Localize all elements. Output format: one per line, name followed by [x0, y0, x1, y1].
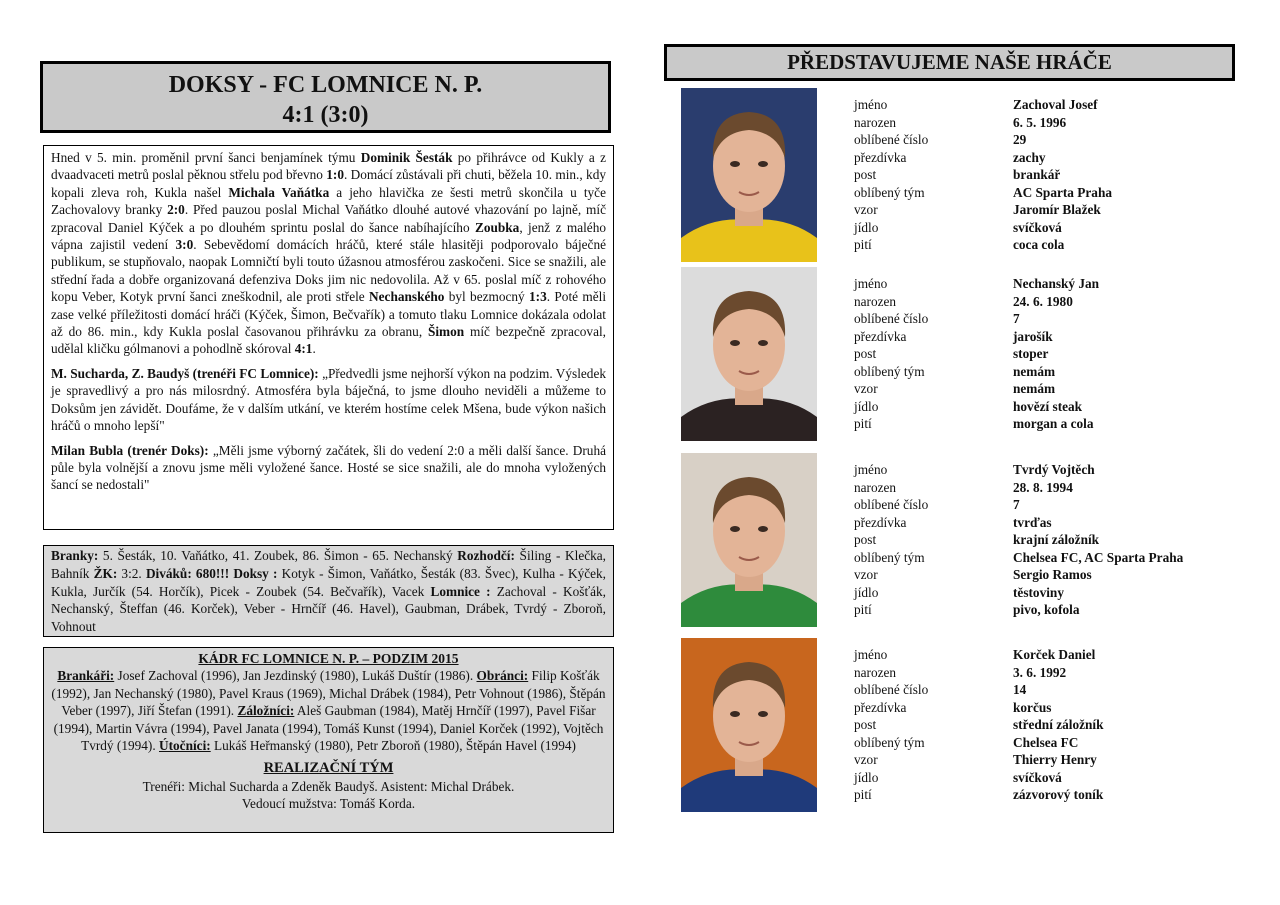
field-value: jarošík — [1013, 328, 1053, 344]
field-value: nemám — [1013, 381, 1056, 396]
field-label: vzor — [854, 567, 878, 582]
field-value: Chelsea FC — [1013, 734, 1079, 750]
field-value: Zachoval Josef — [1013, 97, 1098, 112]
field-label: post — [854, 167, 877, 182]
player-photo — [681, 88, 817, 262]
field-label: přezdívka — [854, 149, 907, 165]
field-value: morgan a cola — [1013, 416, 1094, 431]
player-photo — [681, 638, 817, 812]
field-value: 7 — [1013, 497, 1020, 512]
field-label: pití — [854, 602, 872, 617]
field-label: oblíbené číslo — [854, 497, 929, 512]
coaches: Trenéři: Michal Sucharda a Zdeněk Baudyš. Asistent: Michal Drábek. — [142, 778, 515, 794]
field-label: jméno — [854, 462, 888, 477]
field-value: svíčková — [1013, 769, 1062, 785]
coach-quote-doksy: Milan Bubla (trenér Doks): „Měli jsme výborný začátek, šli do vedení 2:0 a měli další šance. Druhá půle byla volnější a znovu jsme měli vyložené šance. Hosté se sice snažili, ale do mnoha vyložených šancí se nedostali" — [51, 442, 606, 493]
team-manager: Vedoucí mužstva: Tomáš Korda. — [241, 796, 416, 812]
field-label: jídlo — [854, 398, 879, 414]
field-value: 6. 5. 1996 — [1013, 114, 1067, 130]
player-photo — [681, 267, 817, 441]
field-value: Chelsea FC, AC Sparta Praha — [1013, 549, 1184, 565]
field-value: tvrďas — [1013, 514, 1052, 530]
player-photo — [681, 453, 817, 627]
player-card — [681, 88, 1241, 264]
squad-list: Brankáři: Josef Zachoval (1996), Jan Jezdinský (1980), Lukáš Duštír (1986). Obránci: Filip Košťák (1992), Jan Nechanský (1980), Pavel Kraus (1969), Michal Drábek (1984), Petr Vohnout (1986), Štěpán Veber (1997), Jiří Štefan (1991). Záložníci: Aleš Gaubman (1984), Matěj Hrnčíř (1997), Pavel Fišar (1994), Martin Vávra (1994), Pavel Janata (1994), Tomáš Kunst (1994), Daniel Korček (1992), Vojtěch Tvrdý (1994). Útočníci: Lukáš Heřmanský (1980), Petr Zboroň (1980), Štěpán Havel (1994) — [51, 668, 606, 754]
field-value: zázvorový toník — [1013, 787, 1104, 802]
field-value: Tvrdý Vojtěch — [1013, 462, 1095, 477]
field-value: Korček Daniel — [1013, 647, 1096, 662]
field-values — [1013, 275, 1099, 433]
field-label: přezdívka — [854, 699, 907, 715]
field-value: 14 — [1013, 682, 1027, 697]
field-value: coca cola — [1013, 237, 1065, 252]
field-value: zachy — [1013, 149, 1046, 165]
match-report — [43, 145, 614, 530]
field-value: 29 — [1013, 132, 1027, 147]
field-value: hovězí steak — [1013, 398, 1083, 414]
field-label: narozen — [854, 664, 897, 680]
squad-title: KÁDR FC LOMNICE N. P. – PODZIM 2015 — [198, 651, 459, 666]
field-values — [1013, 461, 1183, 619]
match-score: 4:1 (3:0) — [282, 102, 369, 128]
field-value: Jaromír Blažek — [1013, 202, 1101, 217]
squad-box — [43, 647, 614, 833]
field-label: post — [854, 717, 877, 732]
field-label: jméno — [854, 647, 888, 662]
field-value: nemám — [1013, 363, 1056, 379]
field-label: post — [854, 346, 877, 361]
field-label: oblíbené číslo — [854, 682, 929, 697]
field-label: přezdívka — [854, 328, 907, 344]
report-paragraph: Hned v 5. min. proměnil první šanci benjamínek týmu Dominik Šesták po přihrávce od Kukly a z dvaadvaceti metrů poslal pěknou střelu pod břevno 1:0. Domácí zůstávali při chuti, běžela 10. min., kdy kopali zleva roh, Kukla našel Michala Vaňátka a jeho hlavička ze šesti metrů skončila u tyče Zachovalovy branky 2:0. Před pauzou poslal Michal Vaňátko dlouhé autové vhazování po lajně, míč zpracoval Daniel Kýček a po dlouhém sprintu poslal do šance nabíhajícího Zoubka, jenž z malého vápna zajistil vedení 3:0. Sebevědomí domácích hráčů, které stále hlasitěji podporovalo báječné publikum, se stupňovalo, naopak Lomničtí byli touto úžasnou atmosférou zaskočeni. Sice se snažili, ale střední řada a dobře organizovaná defenziva Doks jim nic nedovolila. Až v 65. poslal míč z rohového kopu Veber, Kotyk první šanci zneškodnil, ale proti střele Nechanského byl bezmocný 1:3. Poté měli zase velké příležitosti domácí hráči (Kýček, Šimon, Bečvařík) a tomuto tlaku Lomnice dokázala odolat až do 86. min., kdy Kukla poslal časovanou přihrávku za obranu, Šimon míč bezpečně zpracoval, udělal kličku gólmanovi a pohodlně skóroval 4:1. — [51, 150, 607, 357]
field-label: narozen — [854, 114, 897, 130]
match-title: DOKSY - FC LOMNICE N. P. — [168, 72, 483, 98]
field-value: těstoviny — [1013, 584, 1064, 600]
field-values — [1013, 646, 1104, 804]
field-label: jídlo — [854, 769, 879, 785]
field-labels — [854, 96, 928, 254]
field-label: vzor — [854, 381, 878, 396]
players-header: PŘEDSTAVUJEME NAŠE HRÁČE — [664, 44, 1235, 81]
field-label: pití — [854, 416, 872, 431]
field-label: jméno — [854, 276, 888, 291]
match-stats: Branky: 5. Šesták, 10. Vaňátko, 41. Zoubek, 86. Šimon - 65. Nechanský Rozhodčí: Šiling - Klečka, Bahník ŽK: 3:2. Diváků: 680!!! Doksy : Kotyk - Šimon, Vaňátko, Šesták (83. Švec), Kulha - Kýček, Kukla, Jurčík (54. Horčík), Picek - Zoubek (54. Bečvařík), Vacek Lomnice : Zachoval - Košťák, Nechanský, Šteffan (46. Korček), Veber - Hrnčíř (46. Havel), Gaubman, Drábek, Tvrdý - Zboroň, Vohnout — [43, 545, 614, 637]
field-value: 28. 8. 1994 — [1013, 479, 1073, 495]
field-value: 24. 6. 1980 — [1013, 293, 1073, 309]
field-value: střední záložník — [1013, 717, 1104, 732]
field-value: pivo, kofola — [1013, 602, 1080, 617]
field-label: vzor — [854, 752, 878, 767]
field-labels — [854, 461, 928, 619]
field-labels — [854, 275, 928, 433]
field-label: oblíbený tým — [854, 184, 925, 200]
field-value: korčus — [1013, 699, 1052, 715]
player-card — [681, 453, 1241, 629]
player-card — [681, 267, 1241, 443]
coach-quote-lomnice: M. Sucharda, Z. Baudyš (trenéři FC Lomnice): „Předvedli jsme nejhorší výkon na podzim. Výsledek je spravedlivý a pro nás milosrdný. Atmosféra byla báječná, to jsme dlouho neviděli a můžeme to Doksům jen závidět. Doufáme, že v dalším utkání, ve kterém hostíme celek Mšena, bude výkon našich hráčů o mnoho lepší" — [51, 365, 606, 434]
field-value: 3. 6. 1992 — [1013, 664, 1067, 680]
field-label: pití — [854, 237, 872, 252]
field-labels — [854, 646, 928, 804]
field-value: Thierry Henry — [1013, 752, 1097, 767]
field-label: pití — [854, 787, 872, 802]
field-label: oblíbené číslo — [854, 132, 929, 147]
match-header — [40, 61, 611, 133]
field-label: přezdívka — [854, 514, 907, 530]
field-value: krajní záložník — [1013, 532, 1100, 547]
field-value: stoper — [1013, 346, 1049, 361]
player-card — [681, 638, 1241, 814]
field-label: jídlo — [854, 219, 879, 235]
field-value: 7 — [1013, 311, 1020, 326]
field-value: AC Sparta Praha — [1013, 184, 1112, 200]
field-value: Sergio Ramos — [1013, 567, 1092, 582]
field-value: brankář — [1013, 167, 1061, 182]
field-label: oblíbený tým — [854, 363, 925, 379]
field-label: jméno — [854, 97, 888, 112]
field-values — [1013, 96, 1112, 254]
staff-title: REALIZAČNÍ TÝM — [263, 760, 394, 777]
field-label: vzor — [854, 202, 878, 217]
field-label: oblíbené číslo — [854, 311, 929, 326]
field-value: svíčková — [1013, 219, 1062, 235]
field-label: jídlo — [854, 584, 879, 600]
field-label: oblíbený tým — [854, 734, 925, 750]
field-label: narozen — [854, 293, 897, 309]
field-label: narozen — [854, 479, 897, 495]
field-label: oblíbený tým — [854, 549, 925, 565]
field-value: Nechanský Jan — [1013, 276, 1100, 291]
field-label: post — [854, 532, 877, 547]
